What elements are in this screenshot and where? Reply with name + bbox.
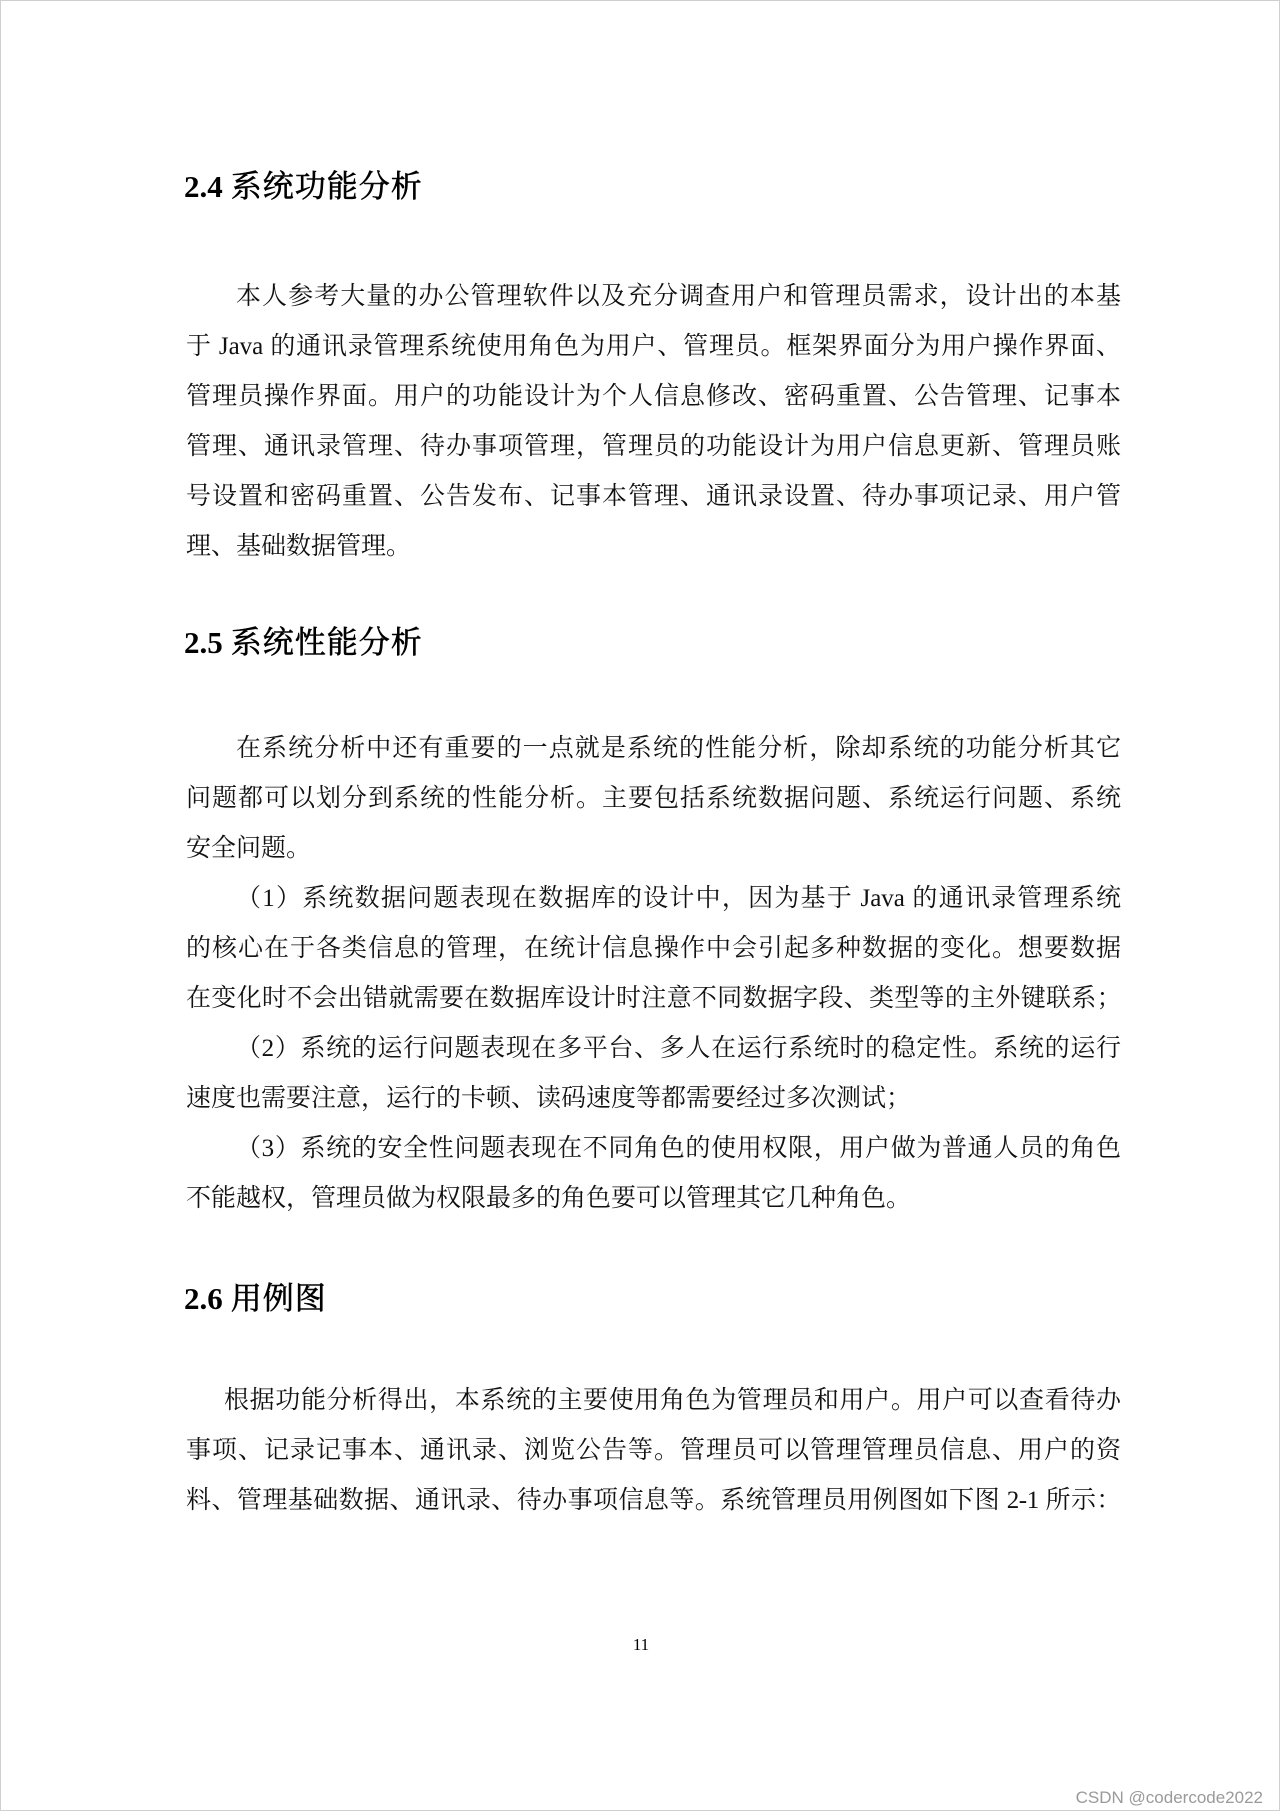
text-line: 的核心在于各类信息的管理，在统计信息操作中会引起多种数据的变化。想要数据	[186, 935, 1121, 962]
page-number: 11	[632, 1635, 650, 1654]
text-line: 于 Java 的通讯录管理系统使用角色为用户、管理员。框架界面分为用户操作界面、	[186, 333, 1121, 360]
text-line: 管理、通讯录管理、待办事项管理，管理员的功能设计为用户信息更新、管理员账	[186, 433, 1121, 460]
section-number: 2.4	[184, 169, 223, 204]
text-line: （1）系统数据问题表现在数据库的设计中，因为基于 Java 的通讯录管理系统	[236, 885, 1121, 912]
section-heading-2-5	[184, 623, 423, 663]
section-title: 系统性能分析	[230, 625, 423, 660]
list-item-security-issues	[186, 1124, 1121, 1224]
list-item-data-issues	[186, 874, 1121, 1024]
text-line: 事项、记录记事本、通讯录、浏览公告等。管理员可以管理管理员信息、用户的资	[186, 1437, 1121, 1464]
section-number: 2.5	[184, 625, 223, 660]
paragraph-performance-intro	[186, 724, 1121, 874]
text-line: 号设置和密码重置、公告发布、记事本管理、通讯录设置、待办事项记录、用户管	[186, 483, 1121, 510]
paragraph-use-case	[186, 1376, 1121, 1526]
text-line: 安全问题。	[186, 835, 312, 862]
section-number: 2.6	[184, 1281, 223, 1316]
text-line: 理、基础数据管理。	[186, 533, 412, 560]
text-line: 料、管理基础数据、通讯录、待办事项信息等。系统管理员用例图如下图 2-1 所示：	[186, 1487, 1121, 1514]
text-line: 速度也需要注意，运行的卡顿、读码速度等都需要经过多次测试；	[186, 1085, 912, 1112]
list-item-runtime-issues	[186, 1024, 1121, 1124]
text-line: 在变化时不会出错就需要在数据库设计时注意不同数据字段、类型等的主外键联系；	[186, 985, 1121, 1012]
paragraph-function-analysis	[186, 272, 1121, 572]
text-line: 本人参考大量的办公管理软件以及充分调查用户和管理员需求，设计出的本基	[236, 283, 1121, 310]
text-line: （3）系统的安全性问题表现在不同角色的使用权限，用户做为普通人员的角色	[236, 1135, 1121, 1162]
text-line: 问题都可以划分到系统的性能分析。主要包括系统数据问题、系统运行问题、系统	[186, 785, 1121, 812]
text-line: 不能越权，管理员做为权限最多的角色要可以管理其它几种角色。	[186, 1185, 912, 1212]
section-title: 系统功能分析	[230, 169, 423, 204]
section-heading-2-6	[184, 1279, 327, 1319]
section-title: 用例图	[230, 1281, 327, 1316]
text-line: 管理员操作界面。用户的功能设计为个人信息修改、密码重置、公告管理、记事本	[186, 383, 1121, 410]
text-line: 在系统分析中还有重要的一点就是系统的性能分析，除却系统的功能分析其它	[236, 735, 1121, 762]
section-heading-2-4	[184, 167, 423, 207]
watermark: CSDN @codercode2022	[1075, 1788, 1263, 1807]
text-line: （2）系统的运行问题表现在多平台、多人在运行系统时的稳定性。系统的运行	[236, 1035, 1121, 1062]
text-line: 根据功能分析得出，本系统的主要使用角色为管理员和用户。用户可以查看待办	[224, 1387, 1121, 1414]
